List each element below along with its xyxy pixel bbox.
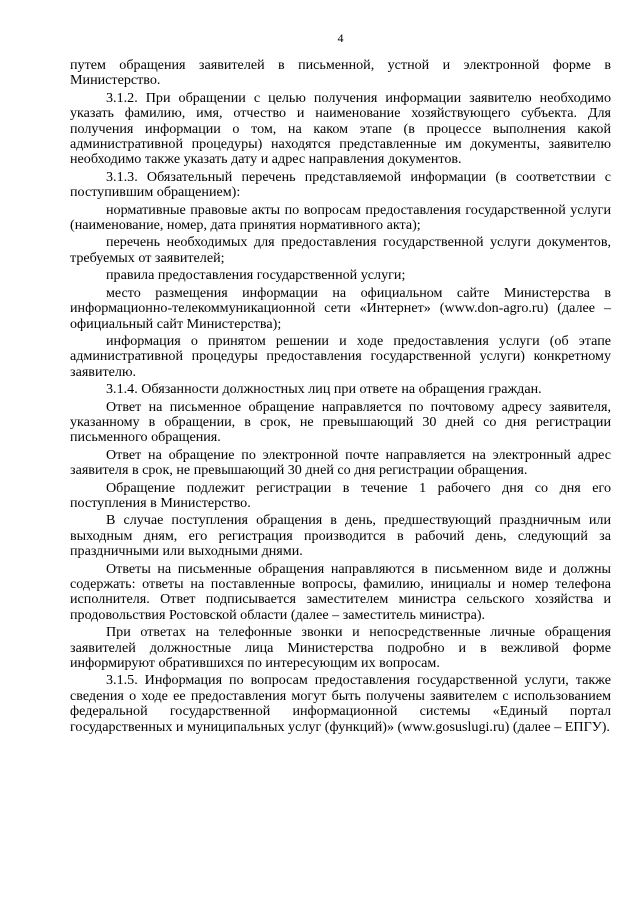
paragraph: 3.1.3. Обязательный перечень представляемой информации (в соответствии с поступившим обращением): (70, 168, 611, 201)
paragraph: перечень необходимых для предоставления государственной услуги документов, требуемых от заявителей; (70, 234, 611, 266)
page-number: 4 (337, 31, 344, 45)
paragraph: 3.1.4. Обязанности должностных лиц при ответе на обращения граждан. (106, 381, 542, 398)
paragraph: место размещения информации на официальном сайте Министерства в информационно-телекоммуникационной сети «Интернет» (www.don-agro.ru) (далее – официальный сайт Министерства); (70, 284, 611, 332)
document-body (70, 58, 611, 735)
paragraph: путем обращения заявителей в письменной, устной и электронной форме в Министерство. (70, 57, 611, 89)
paragraph: нормативные правовые акты по вопросам предоставления государственной услуги (наименование, номер, дата принятия нормативного акта); (70, 201, 611, 234)
paragraph: Обращение подлежит регистрации в течение 1 рабочего дня со дня его поступления в Министерство. (70, 479, 611, 511)
paragraph: Ответы на письменные обращения направляются в письменном виде и должны содержать: ответы на поставленные вопросы, фамилию, инициалы и номер телефона исполнителя. Ответ подписывается заместителем министра сельского хозяйства и продовольствия Ростовской области (далее – заместитель министра). (70, 560, 611, 623)
paragraph: В случае поступления обращения в день, предшествующий праздничным или выходным дням, его регистрация производится в рабочий день, следующий за праздничными или выходными днями. (70, 512, 611, 560)
paragraph: правила предоставления государственной услуги; (106, 267, 406, 284)
paragraph: 3.1.5. Информация по вопросам предоставления государственной услуги, также сведения о ходе ее предоставления могут быть получены заявителем с использованием федеральной государственной информационной системы «Единый портал государственных и муниципальных услуг (функций)» (www.gosuslugi.ru) (далее – ЕПГУ). (70, 672, 611, 735)
paragraph: При ответах на телефонные звонки и непосредственные личные обращения заявителей должностные лица Министерства подробно и в вежливой форме информируют обратившихся по интересующим их вопросам. (70, 624, 611, 672)
paragraph: Ответ на письменное обращение направляется по почтовому адресу заявителя, указанному в обращении, в срок, не превышающий 30 дней со дня регистрации письменного обращения. (70, 398, 611, 446)
paragraph: информация о принятом решении и ходе предоставления услуги (об этапе административной процедуры предоставления государственной услуги) конкретному заявителю. (70, 332, 611, 380)
paragraph: Ответ на обращение по электронной почте направляется на электронный адрес заявителя в срок, не превышающий 30 дней со дня регистрации обращения. (70, 446, 611, 479)
paragraph: 3.1.2. При обращении с целью получения информации заявителю необходимо указать фамилию, имя, отчество и наименование хозяйствующего субъекта. Для получения информации о том, на каком этапе (в процессе выполнения какой административной процедуры) находятся представленные им документы, заявителю необходимо также указать дату и адрес направления документов. (70, 89, 611, 168)
